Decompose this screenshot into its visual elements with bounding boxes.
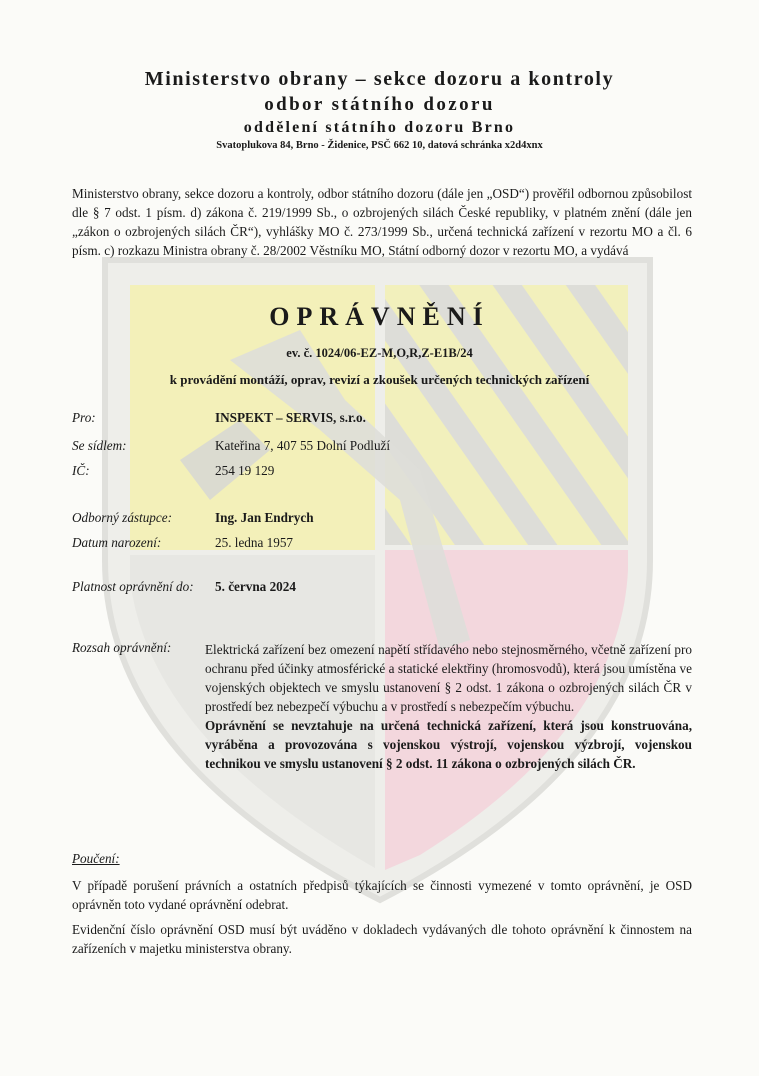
- value-narozeni: 25. ledna 1957: [215, 535, 294, 550]
- pouceni-text-1: V případě porušení právních a ostatních předpisů týkajících se činnosti vymezené v tomto oprávnění, je OSD oprávněn toto vydané oprávnění odebrat.: [72, 878, 692, 912]
- header-address: Svatoplukova 84, Brno - Židenice, PSČ 662 10, datová schránka x2d4xnx: [216, 140, 543, 151]
- value-pro: INSPEKT – SERVIS, s.r.o.: [215, 410, 366, 425]
- evidence-number: ev. č. 1024/06-EZ-M,O,R,Z-E1B/24: [286, 346, 473, 360]
- intro-paragraph: Ministerstvo obrany, sekce dozoru a kontroly, odbor státního dozoru (dále jen „OSD“) prověřil odbornou způsobilost dle § 7 odst. 1 písm. d) zákona č. 219/1999 Sb., o ozbrojených silách České republiky, v platném znění (dále jen „zákon o ozbrojených silách ČR“), vyhlášky MO č. 273/1999 Sb., určená technická zařízení v rezortu MO a čl. 6 písm. c) rozkazu Ministra obrany č. 28/2002 Věstníku MO, Státní odborný dozor v rezortu MO, a vydává: [72, 186, 692, 258]
- value-zastupce: Ing. Jan Endrych: [215, 510, 314, 525]
- pouceni-text-2: Evidenční číslo oprávnění OSD musí být uváděno v dokladech vydávaných dle tohoto oprávnění k činnostem na zařízeních v majetku ministerstva obrany.: [72, 922, 692, 956]
- header-office: oddělení státního dozoru Brno: [243, 119, 516, 136]
- rozsah-exclusion: Oprávnění se nevztahuje na určená technická zařízení, která jsou konstruována, vyráběna a provozována s vojenskou výstrojí, vojenskou výzbrojí, vojenskou technikou ve smyslu ustanovení § 2 odst. 11 zákona o ozbrojených silách ČR.: [205, 718, 692, 771]
- pouceni-paragraph-2: [72, 920, 692, 958]
- label-narozeni: Datum narození:: [72, 535, 162, 550]
- value-sidlo: Kateřina 7, 407 55 Dolní Podluží: [215, 438, 391, 453]
- document-title: OPRÁVNĚNÍ: [269, 302, 490, 331]
- document-subject: k provádění montáží, oprav, revizí a zkoušek určených technických zařízení: [169, 372, 590, 387]
- value-platnost: 5. června 2024: [215, 579, 296, 594]
- label-sidlo: Se sídlem:: [72, 438, 127, 453]
- label-zastupce: Odborný zástupce:: [72, 510, 172, 525]
- pouceni-paragraph-1: [72, 876, 692, 914]
- label-pro: Pro:: [72, 410, 96, 425]
- pouceni-heading: Poučení:: [72, 851, 120, 866]
- header-ministry: Ministerstvo obrany – sekce dozoru a kontroly: [144, 68, 615, 90]
- label-platnost: Platnost oprávnění do:: [72, 579, 194, 594]
- label-ic: IČ:: [72, 463, 90, 478]
- value-ic: 254 19 129: [215, 463, 275, 478]
- label-rozsah: Rozsah oprávnění:: [72, 640, 172, 655]
- header-department: odbor státního dozoru: [264, 94, 495, 115]
- rozsah-text: Elektrická zařízení bez omezení napětí střídavého nebo stejnosměrného, včetně zařízení pro ochranu před účinky atmosférické a statické elektřiny (hromosvodů), která jsou umístěna ve vojenských objektech ve smyslu ustanovení § 2 odst. 1 zákona o ozbrojených silách ČR v prostředí bez nebezpečí výbuchu a v prostředí s nebezpečím výbuchu.: [205, 642, 692, 714]
- rozsah-block: [205, 640, 692, 773]
